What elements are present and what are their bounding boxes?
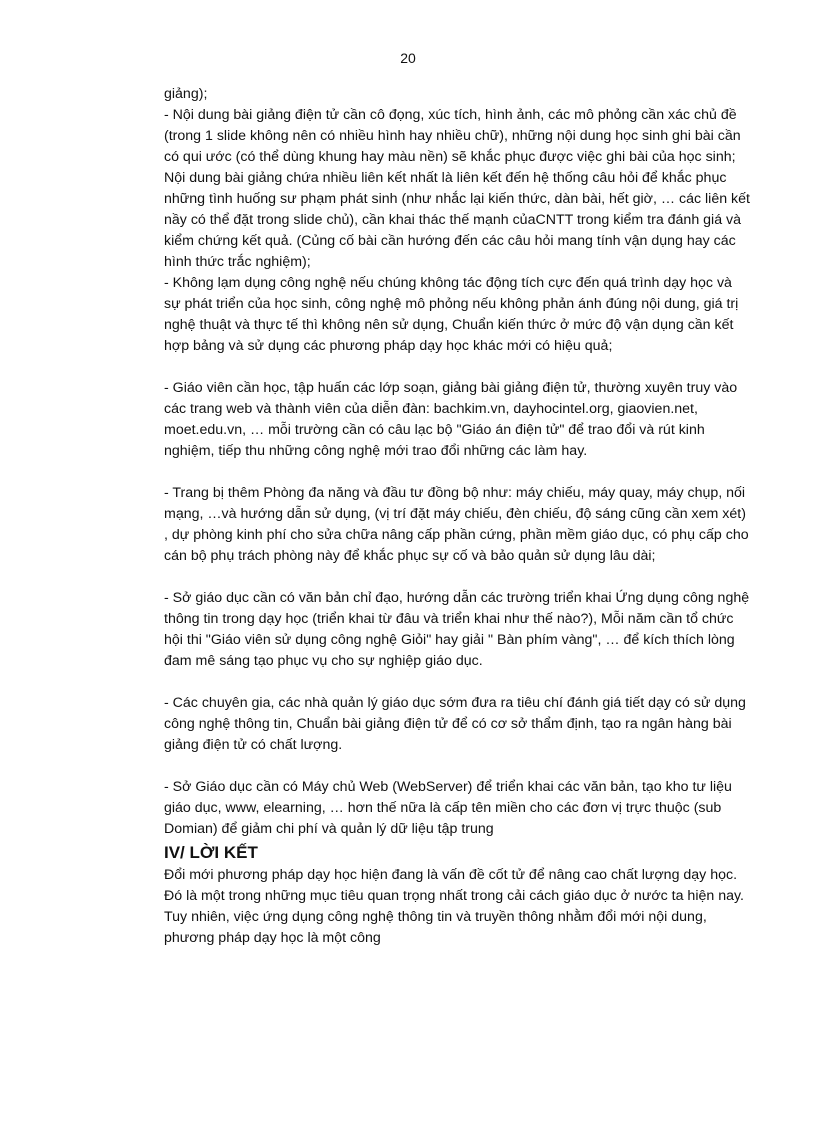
paragraph-gap [164, 756, 750, 777]
paragraph-education-department: - Sở giáo dục cần có văn bản chỉ đạo, hướng dẫn các trường triển khai Ứng dụng công nghệ thông tin trong dạy học (triển khai từ đâu và triển khai như thế nào?), Mỗi năm cần tổ chức hội thi "Giáo viên sử dụng công nghệ Giỏi" hay giải " Bàn phím vàng", … để kích thích lòng đam mê sáng tạo phục vụ cho sự nghiệp giáo dục. [164, 590, 750, 669]
paragraph-gap [164, 567, 750, 588]
paragraph-equipment: - Trang bị thêm Phòng đa năng và đầu tư đồng bộ như: máy chiếu, máy quay, máy chụp, nối mạng, …và hướng dẫn sử dụng, (vị trí đặt máy chiếu, đèn chiếu, độ sáng cũng cần xem xét) , dự phòng kinh phí cho sửa chữa nâng cấp phần cứng, phần mềm giáo dục, có phụ cấp cho cán bộ phụ trách phòng này để khắc phục sự cố và bảo quản sử dụng lâu dài; [164, 485, 749, 564]
document-body [164, 84, 750, 949]
paragraph-experts-criteria: - Các chuyên gia, các nhà quản lý giáo dục sớm đưa ra tiêu chí đánh giá tiết dạy có sử dụng công nghệ thông tin, Chuẩn bài giảng điện tử để có cơ sở thẩm định, tạo ra ngân hàng bài giảng điện tử có chất lượng. [164, 695, 746, 753]
paragraph-web-server: - Sở Giáo dục cần có Máy chủ Web (WebServer) để triển khai các văn bản, tạo kho tư liệu giáo dục, www, elearning, … hơn thế nữa là cấp tên miền cho các đơn vị trực thuộc (sub Domian) để giảm chi phí và quản lý dữ liệu tập trung [164, 779, 732, 837]
section-heading: IV/ LỜI KẾT [164, 843, 258, 862]
paragraph-intro-fragment: giảng); [164, 86, 208, 102]
paragraph-content-guidelines: - Nội dung bài giảng điện tử cần cô đọng, xúc tích, hình ảnh, các mô phỏng cần xác chủ đề (trong 1 slide không nên có nhiều hình hay nhiều chữ), những nội dung học sinh ghi bài cần có qui ước (có thể dùng khung hay màu nền) sẽ khắc phục được việc ghi bài của học sinh; Nội dung bài giảng chứa nhiều liên kết nhất là liên kết đến hệ thống câu hỏi để khắc phục những tình huống sư phạm phát sinh (như nhắc lại kiến thức, dàn bài, hết giờ, … các liên kết nầy có thể đặt trong slide chủ), cần khai thác thế mạnh củaCNTT trong kiểm tra đánh giá và kiểm chứng kết quả. (Củng cố bài cần hướng đến các câu hỏi mang tính vận dụng hay các hình thức trắc nghiệm); [164, 107, 750, 270]
paragraph-teacher-training: - Giáo viên cần học, tập huấn các lớp soạn, giảng bài giảng điện tử, thường xuyên truy vào các trang web và thành viên của diễn đàn: bachkim.vn, dayhocintel.org, giaovien.net, moet.edu.vn, … mỗi trường cần có câu lạc bộ "Giáo án điện tử" để trao đổi và rút kinh nghiệm, tiếp thu những công nghệ mới trao đổi những các làm hay. [164, 380, 738, 459]
page-number: 20 [400, 50, 416, 66]
paragraph-gap [164, 672, 750, 693]
paragraph-gap [164, 357, 750, 378]
paragraph-closing: Đổi mới phương pháp dạy học hiện đang là vấn đề cốt tử để nâng cao chất lượng dạy học. Đó là một trong những mục tiêu quan trọng nhất trong cải cách giáo dục ở nước ta hiện nay. Tuy nhiên, việc ứng dụng công nghệ thông tin và truyền thông nhằm đổi mới nội dung, phương pháp dạy học là một công [164, 867, 744, 946]
paragraph-gap [164, 462, 750, 483]
paragraph-technology-misuse: - Không lạm dụng công nghệ nếu chúng không tác động tích cực đến quá trình dạy học và sự phát triển của học sinh, công nghệ mô phỏng nếu không phản ánh đúng nội dung, giá trị nghệ thuật và thực tế thì không nên sử dụng, Chuẩn kiến thức ở mức độ vận dụng cần kết hợp bảng và sử dụng các phương pháp dạy học khác mới có hiệu quả; [164, 275, 739, 354]
